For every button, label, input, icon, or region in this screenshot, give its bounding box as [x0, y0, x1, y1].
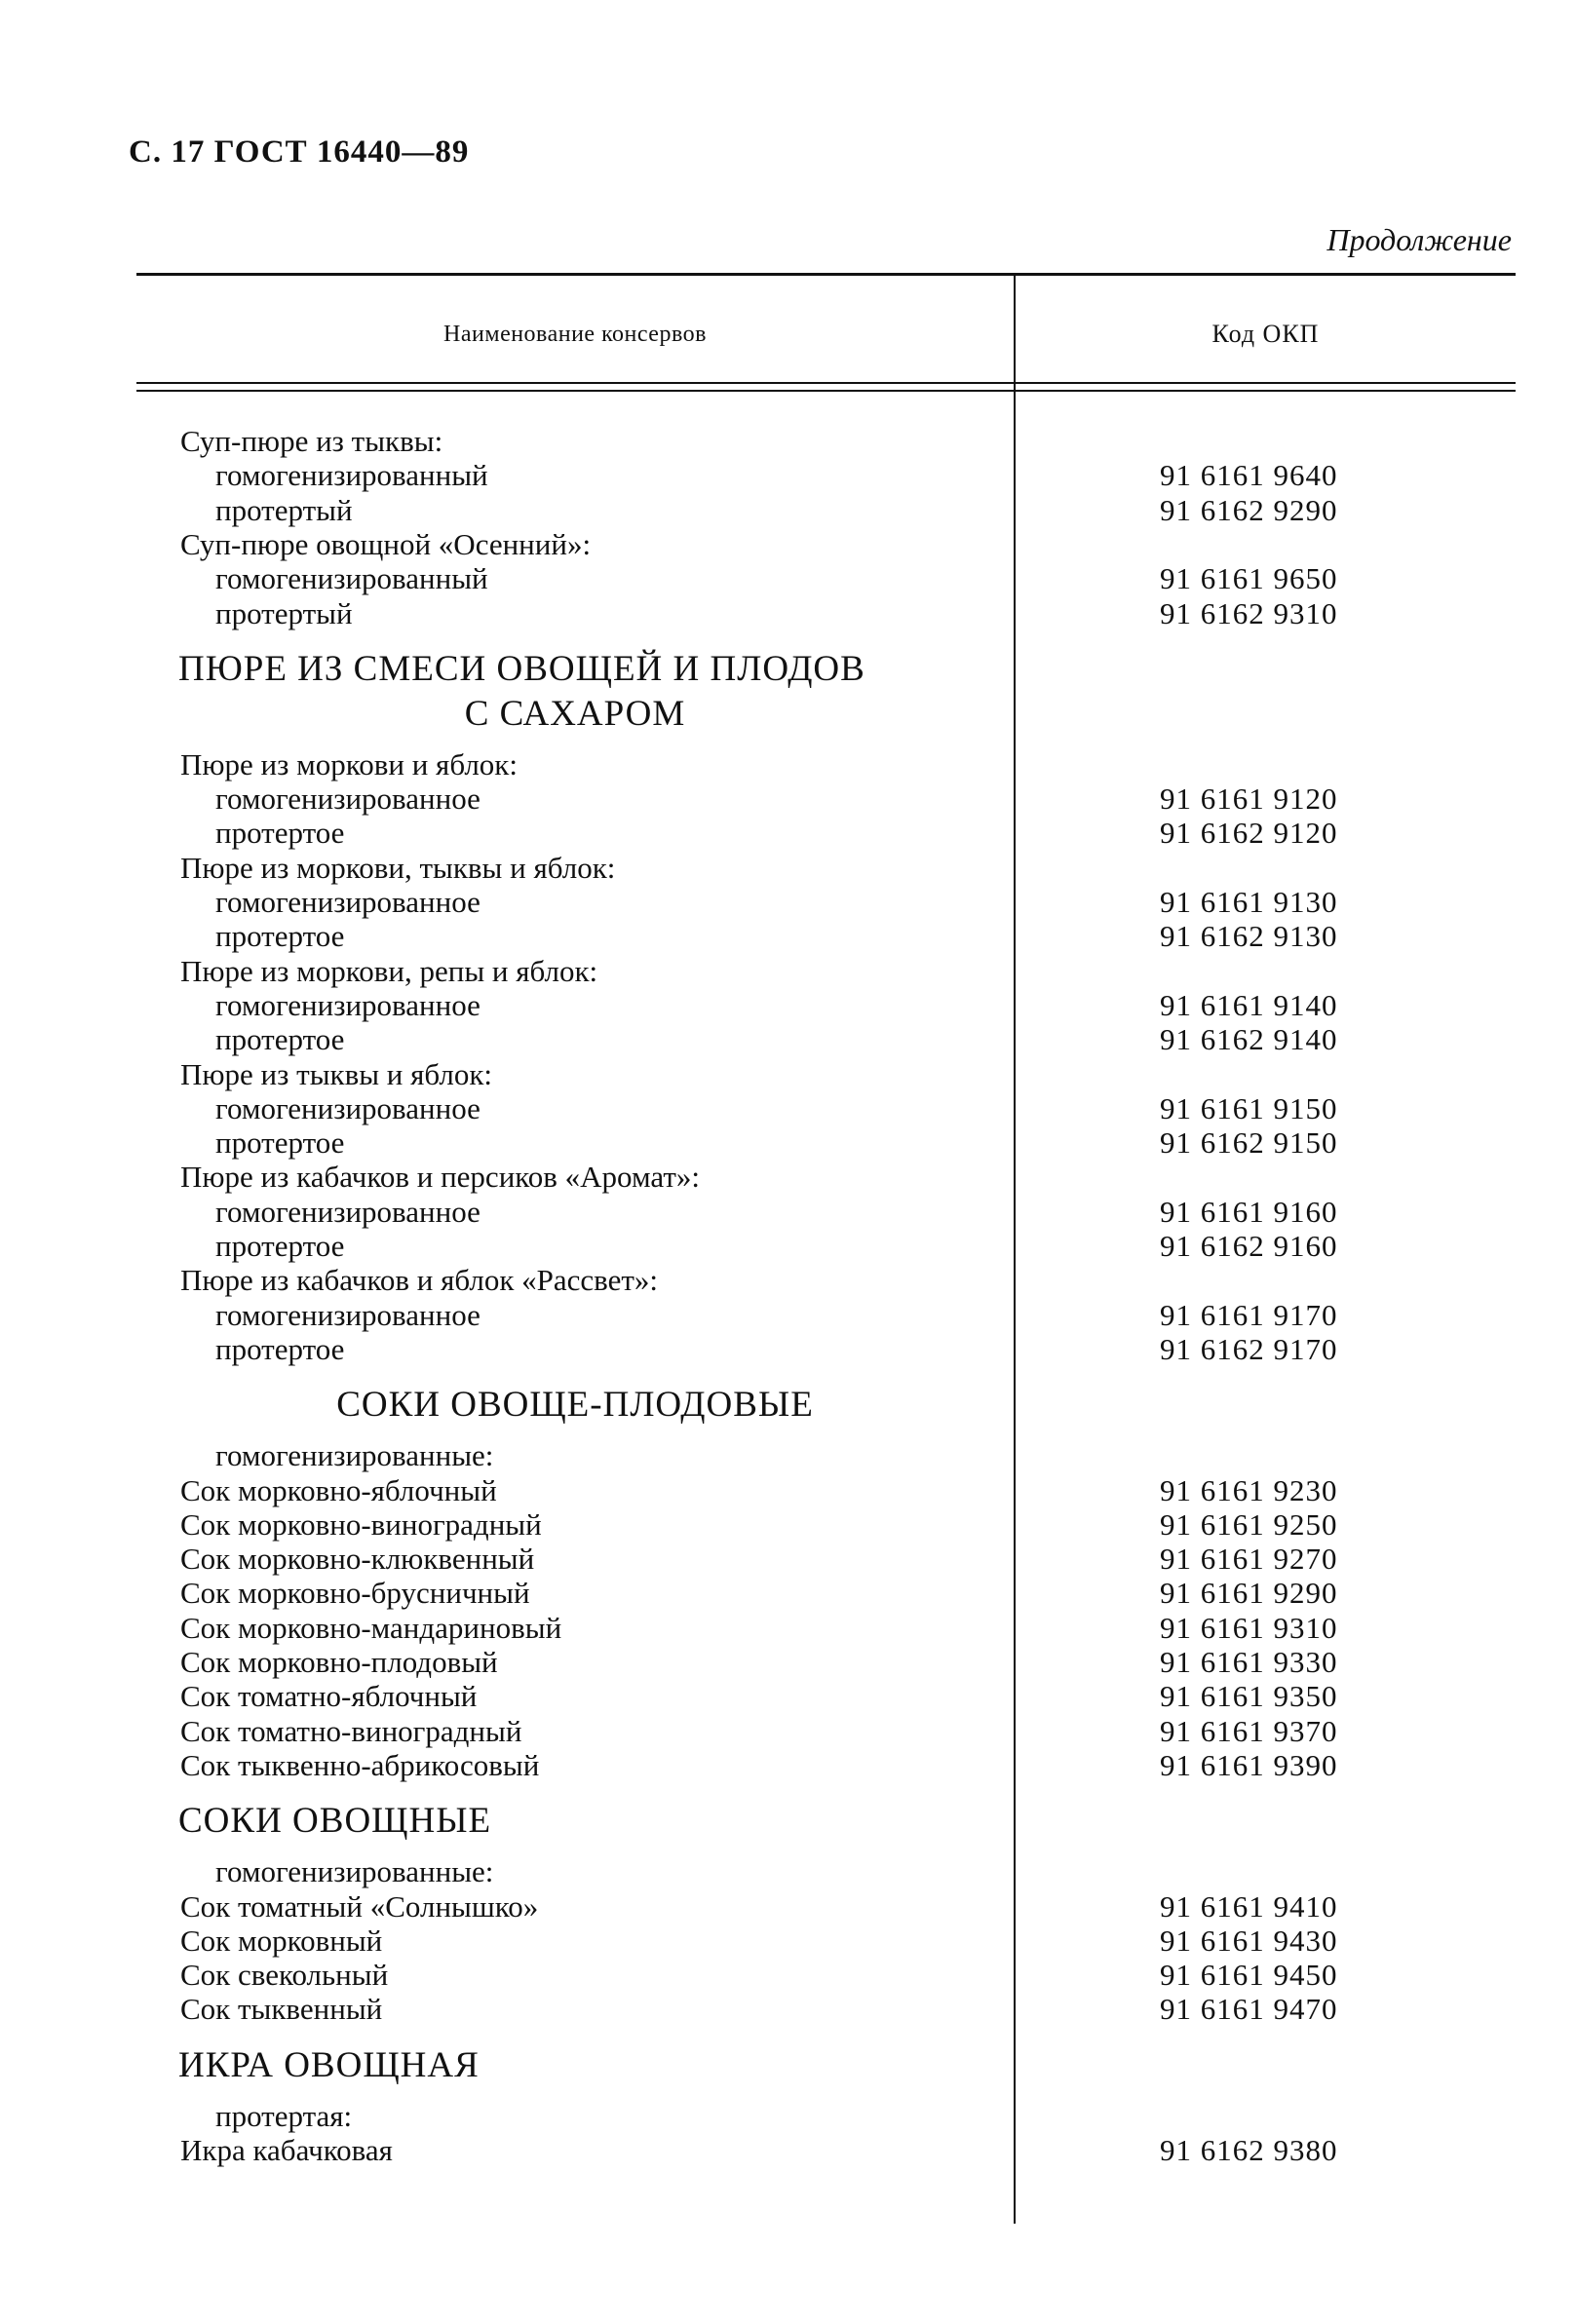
- product-name: гомогенизированный: [215, 561, 488, 596]
- product-name: Сок морковно-мандариновый: [180, 1610, 562, 1645]
- product-name: Сок морковно-брусничный: [180, 1576, 530, 1611]
- okp-code: 91 6161 9430: [1160, 1923, 1338, 1958]
- product-name: Сок морковно-яблочный: [180, 1472, 497, 1507]
- okp-code: 91 6161 9250: [1160, 1506, 1338, 1542]
- product-name: гомогенизированное: [215, 885, 480, 919]
- product-name: протертое: [215, 816, 345, 851]
- product-name: гомогенизированный: [215, 458, 488, 493]
- okp-code: 91 6162 9380: [1160, 2133, 1338, 2167]
- okp-code: 91 6161 9170: [1160, 1297, 1338, 1332]
- section-heading: ИКРА ОВОЩНАЯ: [178, 2044, 480, 2085]
- table-top-rule: [136, 273, 1516, 276]
- okp-code: 91 6161 9330: [1160, 1645, 1338, 1679]
- okp-code: 91 6162 9170: [1160, 1331, 1338, 1366]
- product-name: протертый: [215, 595, 353, 630]
- okp-code: 91 6162 9120: [1160, 816, 1338, 851]
- okp-code: 91 6161 9350: [1160, 1679, 1338, 1714]
- column-divider: [1014, 275, 1016, 2224]
- section-heading: С САХАРОМ: [464, 693, 686, 734]
- product-name: Пюре из кабачков и яблок «Рассвет»:: [180, 1263, 659, 1298]
- okp-code: 91 6161 9640: [1160, 458, 1338, 493]
- product-name: Пюре из моркови, репы и яблок:: [180, 953, 598, 988]
- column-header-code: Код ОКП: [1211, 320, 1320, 348]
- product-name: гомогенизированные:: [215, 1854, 494, 1889]
- okp-code: 91 6161 9410: [1160, 1888, 1338, 1924]
- product-name: Сок морковно-клюквенный: [180, 1542, 535, 1577]
- okp-code: 91 6161 9140: [1160, 987, 1338, 1022]
- okp-code: 91 6161 9650: [1160, 561, 1338, 596]
- section-heading: СОКИ ОВОЩНЫЕ: [178, 1801, 492, 1842]
- okp-code: 91 6162 9150: [1160, 1125, 1338, 1161]
- okp-code: 91 6162 9290: [1160, 492, 1338, 527]
- product-name: Сок морковно-плодовый: [180, 1645, 498, 1679]
- product-name: Сок томатный «Солнышко»: [180, 1888, 539, 1924]
- section-heading: ПЮРЕ ИЗ СМЕСИ ОВОЩЕЙ И ПЛОДОВ: [178, 648, 865, 689]
- product-name: протертое: [215, 919, 345, 954]
- okp-code: 91 6161 9450: [1160, 1958, 1338, 1993]
- okp-code: 91 6161 9270: [1160, 1542, 1338, 1577]
- product-name: Сок морковный: [180, 1923, 383, 1958]
- header-double-rule-top: [136, 382, 1516, 384]
- page-header: С. 17 ГОСТ 16440—89: [129, 134, 470, 170]
- okp-code: 91 6162 9140: [1160, 1022, 1338, 1057]
- okp-code: 91 6161 9150: [1160, 1090, 1338, 1125]
- okp-code: 91 6162 9160: [1160, 1229, 1338, 1263]
- okp-code: 91 6161 9310: [1160, 1610, 1338, 1645]
- okp-code: 91 6161 9130: [1160, 885, 1338, 919]
- okp-code: 91 6161 9160: [1160, 1194, 1338, 1229]
- product-name: Пюре из моркови, тыквы и яблок:: [180, 850, 616, 885]
- product-name: Пюре из кабачков и персиков «Аромат»:: [180, 1160, 700, 1195]
- okp-code: 91 6161 9390: [1160, 1747, 1338, 1782]
- product-name: Пюре из моркови и яблок:: [180, 746, 518, 781]
- header-double-rule-bottom: [136, 390, 1516, 392]
- product-name: Пюре из тыквы и яблок:: [180, 1056, 493, 1091]
- okp-code: 91 6161 9120: [1160, 781, 1338, 817]
- column-header-name: Наименование консервов: [443, 322, 707, 347]
- product-name: протертое: [215, 1229, 345, 1263]
- section-heading: СОКИ ОВОЩЕ-ПЛОДОВЫЕ: [336, 1385, 814, 1426]
- product-name: Сок тыквенный: [180, 1992, 383, 2027]
- okp-code: 91 6161 9230: [1160, 1472, 1338, 1507]
- continuation-label: Продолжение: [1326, 222, 1512, 257]
- product-name: гомогенизированное: [215, 781, 480, 817]
- product-name: Сок томатно-яблочный: [180, 1679, 478, 1714]
- product-name: гомогенизированное: [215, 1090, 480, 1125]
- product-name: протертое: [215, 1125, 345, 1161]
- product-name: гомогенизированные:: [215, 1438, 494, 1473]
- product-name: гомогенизированное: [215, 987, 480, 1022]
- product-name: гомогенизированное: [215, 1194, 480, 1229]
- product-name: Икра кабачковая: [180, 2133, 393, 2167]
- product-name: протертый: [215, 492, 353, 527]
- product-name: гомогенизированное: [215, 1297, 480, 1332]
- product-name: Суп-пюре овощной «Осенний»:: [180, 526, 592, 561]
- product-name: Суп-пюре из тыквы:: [180, 424, 443, 458]
- okp-code: 91 6162 9310: [1160, 595, 1338, 630]
- product-name: Сок морковно-виноградный: [180, 1506, 542, 1542]
- product-name: Сок томатно-виноградный: [180, 1713, 522, 1748]
- okp-code: 91 6161 9470: [1160, 1992, 1338, 2027]
- product-name: протертое: [215, 1022, 345, 1057]
- product-name: Сок свекольный: [180, 1958, 389, 1993]
- okp-code: 91 6162 9130: [1160, 919, 1338, 954]
- product-name: протертая:: [215, 2098, 353, 2133]
- product-name: протертое: [215, 1331, 345, 1366]
- product-name: Сок тыквенно-абрикосовый: [180, 1747, 540, 1782]
- okp-code: 91 6161 9370: [1160, 1713, 1338, 1748]
- okp-code: 91 6161 9290: [1160, 1576, 1338, 1611]
